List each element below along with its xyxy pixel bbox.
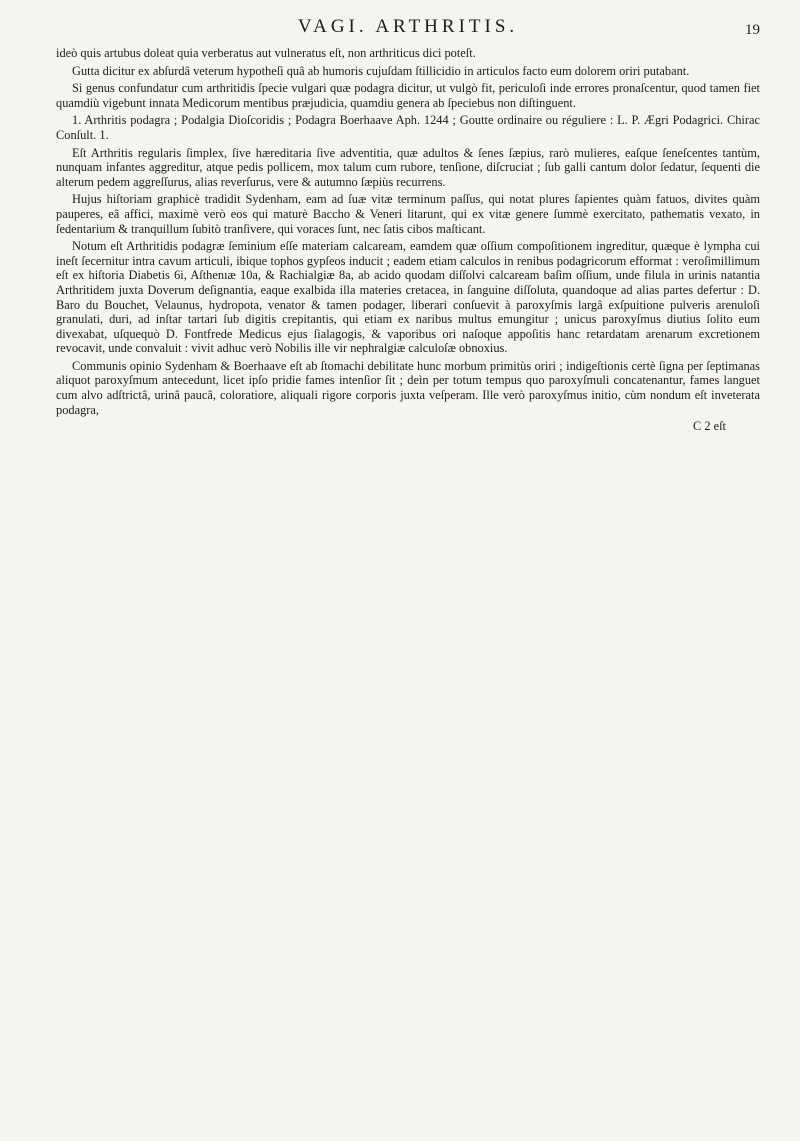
body-text [56, 46, 760, 417]
paragraph-continuation: ideò quis artubus doleat quia verberatus aut vulneratus eſt, non arthriticus dici poteſt. [56, 46, 476, 60]
running-title: VAGI. ARTHRITIS. [297, 16, 519, 37]
paragraph-cause: Notum eſt Arthritidis podagræ ſeminium eſſe materiam calcaream, eamdem quæ oſſium compoſitionem ingreditur, quæque è lympha cui ineſt ſecernitur intra cavum articuli, ibique tophos gypſeos inducit ; eadem etiam calculos in renibus podagricorum efformat : veroſimillimum eſt ex hiſtoria Diabetis 6i, Aſthenıæ 10a, & Rachialgiæ 8a, ab acido quodam diſſolvi calcaream baſim oſſium, unde filula in urinis natantia Arthritidem juxta Doverum deſignantia, eaque exalbida illa materies cretacea, in ſanguine diſſoluta, quandoque ad alias partes defertur : D. Baro du Bouchet, Velaunus, hydropota, venator & tamen podager, liberari conſuevit à paroxyſmis largâ exſpuitione pulveris arenuloſi granulati, duri, ad inſtar tartari ſub digitis crepitantis, qui etiam ex naribus multus emungitur ; unicus paroxyſmus diutius ſolito eum divexabat, uſquequò D. Fontfrede Medicus ejus ſialagogis, & vaporibus ori naſoque appoſitis hanc retardatam arenarum excretionem revocavit, unde convaluit : vivit adhuc verò Nobilis ille vir nephralgiæ calculoſæ obnoxius. [56, 239, 760, 356]
paragraph-definition: Eſt Arthritis regularis ſimplex, ſive hæreditaria ſive adventitia, quæ adultos & ſenes ſæpius, rarò mulieres, eaſque ſeneſcentes tantùm, nunquam infantes aggreditur, atque pedis pollicem, mox talum cum rubore, tenſione, diſcruciat ; ſub galli cantum dolor ſedatur, ſequenti die alterum pedem aggreſſurus, alias reverſurus, vere & autumno ſæpiùs recurrens. [56, 145, 760, 189]
species-heading: 1. Arthritis podagra ; Podalgia Dioſcoridis ; Podagra Boerhaave Aph. 1244 ; Goutte ordinaire ou réguliere : L. P. Ægri Podagrici. Chirac Conſult. 1. [56, 113, 760, 142]
paragraph-opinion: Communis opinio Sydenham & Boerhaave eſt ab ſtomachi debilitate hunc morbum primitùs oriri ; indigeſtionis certè ſigna per ſeptimanas aliquot paroxyſmum antecedunt, licet ipſo pridie fames intenſior ſit ; deìn per totum tempus quo paroxyſmuli concatenantur, fames languet cum alvo adſtrictâ, urinâ paucâ, coloratiore, aliquali rigore corporis juxta veſperam. Ille verò paroxyſmus initio, cùm nondum eſt inveterata podagra, [56, 358, 760, 417]
paragraph-gutta: Gutta dicitur ex abſurdâ veterum hypotheſi quâ ab humoris cujuſdam ſtillicidio in articulos facto eum dolorem oriri putabant. [72, 63, 690, 78]
paragraph-history: Hujus hiſtoriam graphicè tradidit Sydenham, eam ad ſuæ vitæ terminum paſſus, qui notat plures ſapientes quàm fatuos, divites quàm pauperes, eâ affici, maximè verò eos qui maturè Baccho & Veneri litarunt, qui ex vitæ genere ſummè exercitato, pathematis vexato, in ſedentarium & tranquillum ſubitò tranſivere, qui voraces ſunt, nec ſatis cibos maſticant. [56, 192, 760, 236]
page-number: 19 [745, 22, 760, 38]
paragraph-genus: Si genus confundatur cum arthritidis ſpecie vulgari quæ podagra dicitur, ut vulgò fit, periculoſi inde errores pronaſcentur, quod tamen fiet quamdiù vigebunt innata Medicorum mentibus præjudicia, quamdiu genera ab ſpeciebus non diſtinguent. [56, 81, 760, 110]
signature-and-catchword: C 2 eſt [692, 419, 726, 434]
running-head [56, 10, 760, 46]
